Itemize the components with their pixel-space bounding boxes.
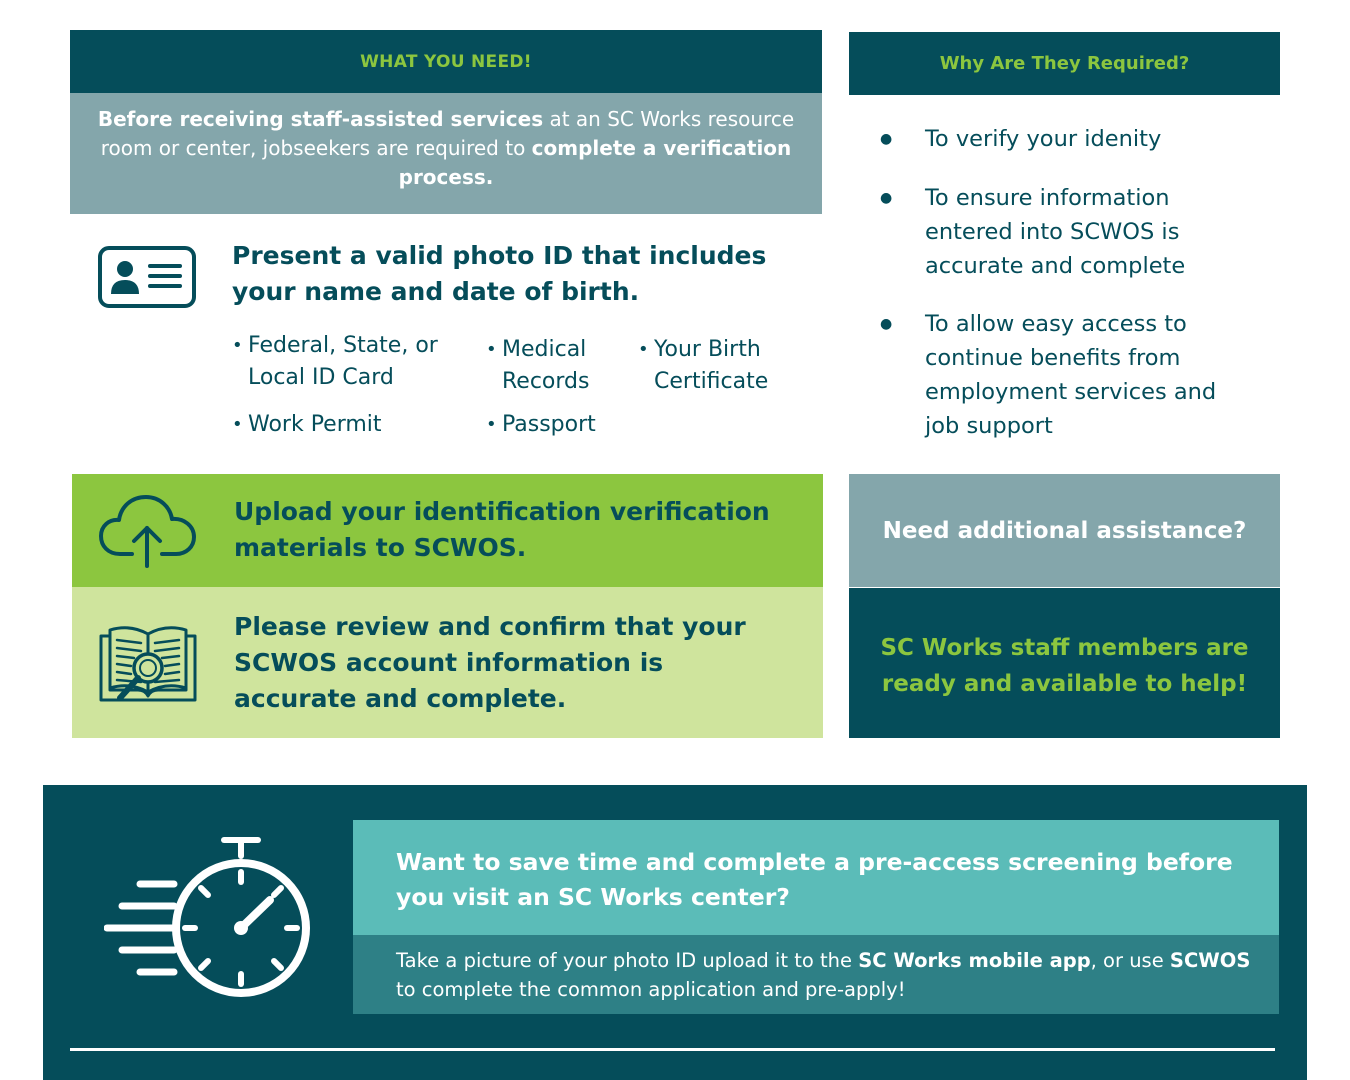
id-option-medical-records: • Medical Records	[486, 334, 626, 398]
what-you-need-title: WHAT YOU NEED!	[360, 51, 532, 72]
id-option-passport: • Passport	[486, 409, 646, 441]
id-option-birth-certificate: • Your Birth Certificate	[638, 334, 798, 398]
mobile-app-link-text: SC Works mobile app	[858, 949, 1091, 972]
reason-verify-identity: To verify your idenity	[925, 126, 1162, 152]
photo-id-title: Present a valid photo ID that includes your name and date of birth.	[232, 241, 767, 306]
assistance-question: Need additional assistance?	[882, 517, 1247, 544]
why-required-title: Why Are They Required?	[939, 53, 1190, 74]
reason-easy-access: To allow easy access to continue benefits from employment services and job support	[925, 311, 1217, 439]
book-magnifier-icon	[98, 622, 198, 708]
reason-bullet: ●	[880, 316, 893, 332]
intro-text: at an SC Works resource room or center, jobseekers are required to	[100, 107, 795, 160]
reason-accurate-info: To ensure information entered into SCWOS is accurate and complete	[925, 185, 1186, 279]
id-option-work-permit: • Work Permit	[232, 409, 472, 441]
instructions-text-1: Take a picture of your photo ID upload it to the	[396, 949, 859, 972]
review-instruction: Please review and confirm that your SCWOS account information is accurate and complete.	[234, 612, 746, 713]
reason-bullet: ●	[880, 190, 893, 206]
intro-bold-services: Before receiving staff-assisted services	[97, 107, 544, 131]
why-required-header	[849, 32, 1280, 95]
what-you-need-header	[70, 30, 822, 93]
verification-intro	[70, 93, 822, 214]
upload-instruction: Upload your identification verification materials to SCWOS.	[234, 497, 770, 562]
stopwatch-icon	[104, 836, 314, 998]
pre-access-question: Want to save time and complete a pre-access screening before you visit an SC Works center?	[396, 848, 1233, 911]
scwos-link-text: SCWOS	[1169, 949, 1251, 972]
cloud-upload-icon	[98, 492, 198, 570]
reason-bullet: ●	[880, 131, 893, 147]
assistance-answer-box	[849, 588, 1280, 738]
pre-access-instructions	[353, 935, 1279, 1014]
pre-access-question-box	[353, 820, 1279, 935]
assistance-answer: SC Works staff members are ready and available to help!	[880, 635, 1249, 697]
divider-line	[70, 1048, 1275, 1051]
intro-bold-verification: complete a verification process.	[398, 136, 792, 189]
id-option-federal-card: • Federal, State, or Local ID Card	[232, 330, 472, 394]
assistance-question-box	[849, 474, 1280, 587]
instructions-text-3: to complete the common application and pre-apply!	[396, 978, 906, 1001]
instructions-text-2: , or use	[1090, 949, 1170, 972]
id-card-icon	[98, 246, 196, 308]
